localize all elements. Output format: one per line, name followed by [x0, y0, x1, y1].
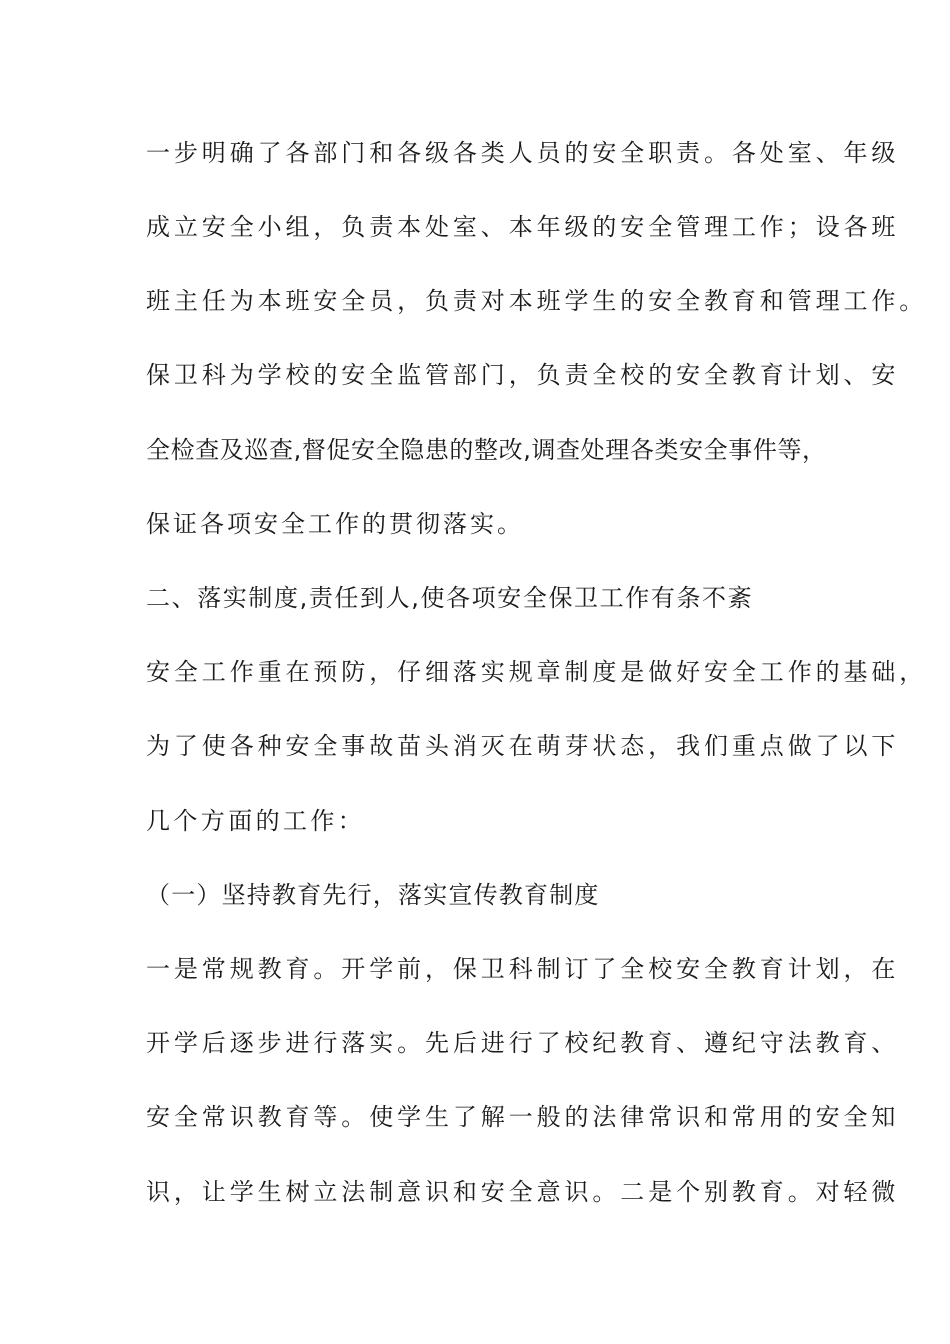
- paragraph-line: 安全工作重在预防，仔细落实规章制度是做好安全工作的基础，: [146, 658, 928, 686]
- subsection-heading: （一）坚持教育先行，落实宣传教育制度: [146, 881, 600, 909]
- paragraph-line: 成立安全小组，负责本处室、本年级的安全管理工作；设各班: [146, 213, 900, 241]
- paragraph-line: 一是常规教育。开学前，保卫科制订了全校安全教育计划，在: [146, 955, 900, 983]
- paragraph-line: 保卫科为学校的安全监管部门，负责全校的安全教育计划、安: [146, 361, 900, 389]
- paragraph-line: 一步明确了各部门和各级各类人员的安全职责。各处室、年级: [146, 139, 900, 167]
- paragraph-line: 几个方面的工作：: [146, 807, 366, 835]
- paragraph-line: 班主任为本班安全员，负责对本班学生的安全教育和管理工作。: [146, 287, 928, 315]
- paragraph-line: 安全常识教育等。使学生了解一般的法律常识和常用的安全知: [146, 1103, 900, 1131]
- section-heading: 二、落实制度,责任到人,使各项安全保卫工作有条不紊: [146, 584, 754, 612]
- paragraph-line: 开学后逐步进行落实。先后进行了校纪教育、遵纪守法教育、: [146, 1029, 900, 1057]
- paragraph-line: 保证各项安全工作的贯彻落实。: [146, 510, 524, 538]
- paragraph-line: 全检查及巡查,督促安全隐患的整改,调查处理各类安全事件等，: [146, 436, 827, 464]
- paragraph-line: 识，让学生树立法制意识和安全意识。二是个别教育。对轻微: [146, 1178, 900, 1206]
- paragraph-line: 为了使各种安全事故苗头消灭在萌芽状态，我们重点做了以下: [146, 732, 900, 760]
